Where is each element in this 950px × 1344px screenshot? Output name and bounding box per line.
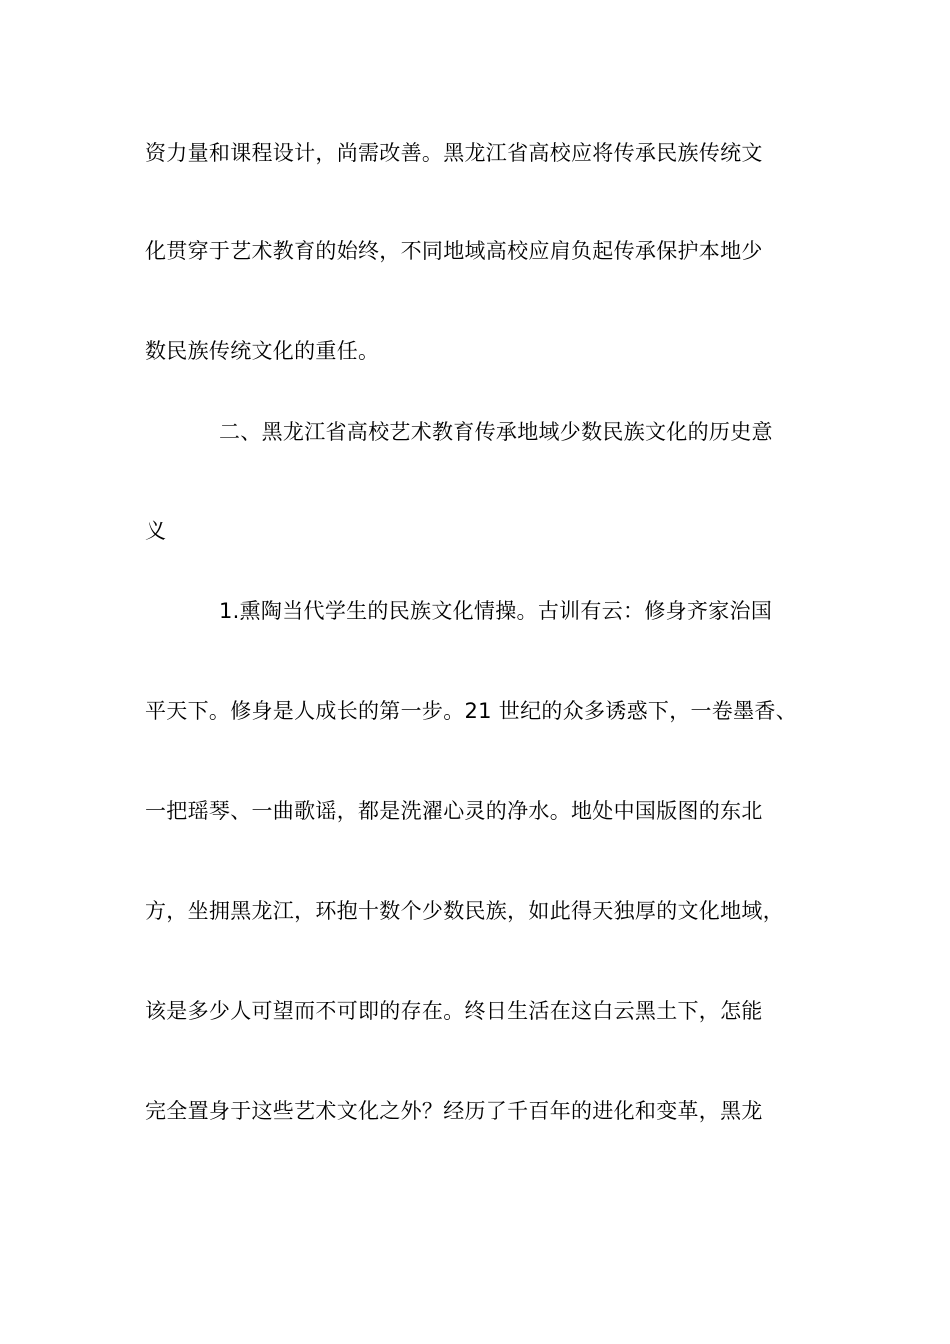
paragraph-line: 完全置身于这些艺术文化之外？经历了千百年的进化和变革，黑龙 <box>145 1099 763 1123</box>
paragraph-line: 1.熏陶当代学生的民族文化情操。古训有云：修身齐家治国 <box>219 599 773 623</box>
paragraph-line: 一把瑶琴、一曲歌谣，都是洗濯心灵的净水。地处中国版图的东北 <box>145 799 763 823</box>
paragraph-line: 资力量和课程设计，尚需改善。黑龙江省高校应将传承民族传统文 <box>145 141 763 165</box>
paragraph-line: 平天下。修身是人成长的第一步。21 世纪的众多诱惑下，一卷墨香、 <box>145 699 797 723</box>
paragraph-line: 方，坐拥黑龙江，环抱十数个少数民族，如此得天独厚的文化地域， <box>145 899 784 923</box>
paragraph-line: 化贯穿于艺术教育的始终，不同地域高校应肩负起传承保护本地少 <box>145 239 763 263</box>
paragraph-line: 数民族传统文化的重任。 <box>145 339 380 363</box>
section-heading-continuation: 义 <box>145 519 167 543</box>
section-heading: 二、黑龙江省高校艺术教育传承地域少数民族文化的历史意 <box>219 420 773 444</box>
paragraph-line: 该是多少人可望而不可即的存在。终日生活在这白云黑土下，怎能 <box>145 999 763 1023</box>
